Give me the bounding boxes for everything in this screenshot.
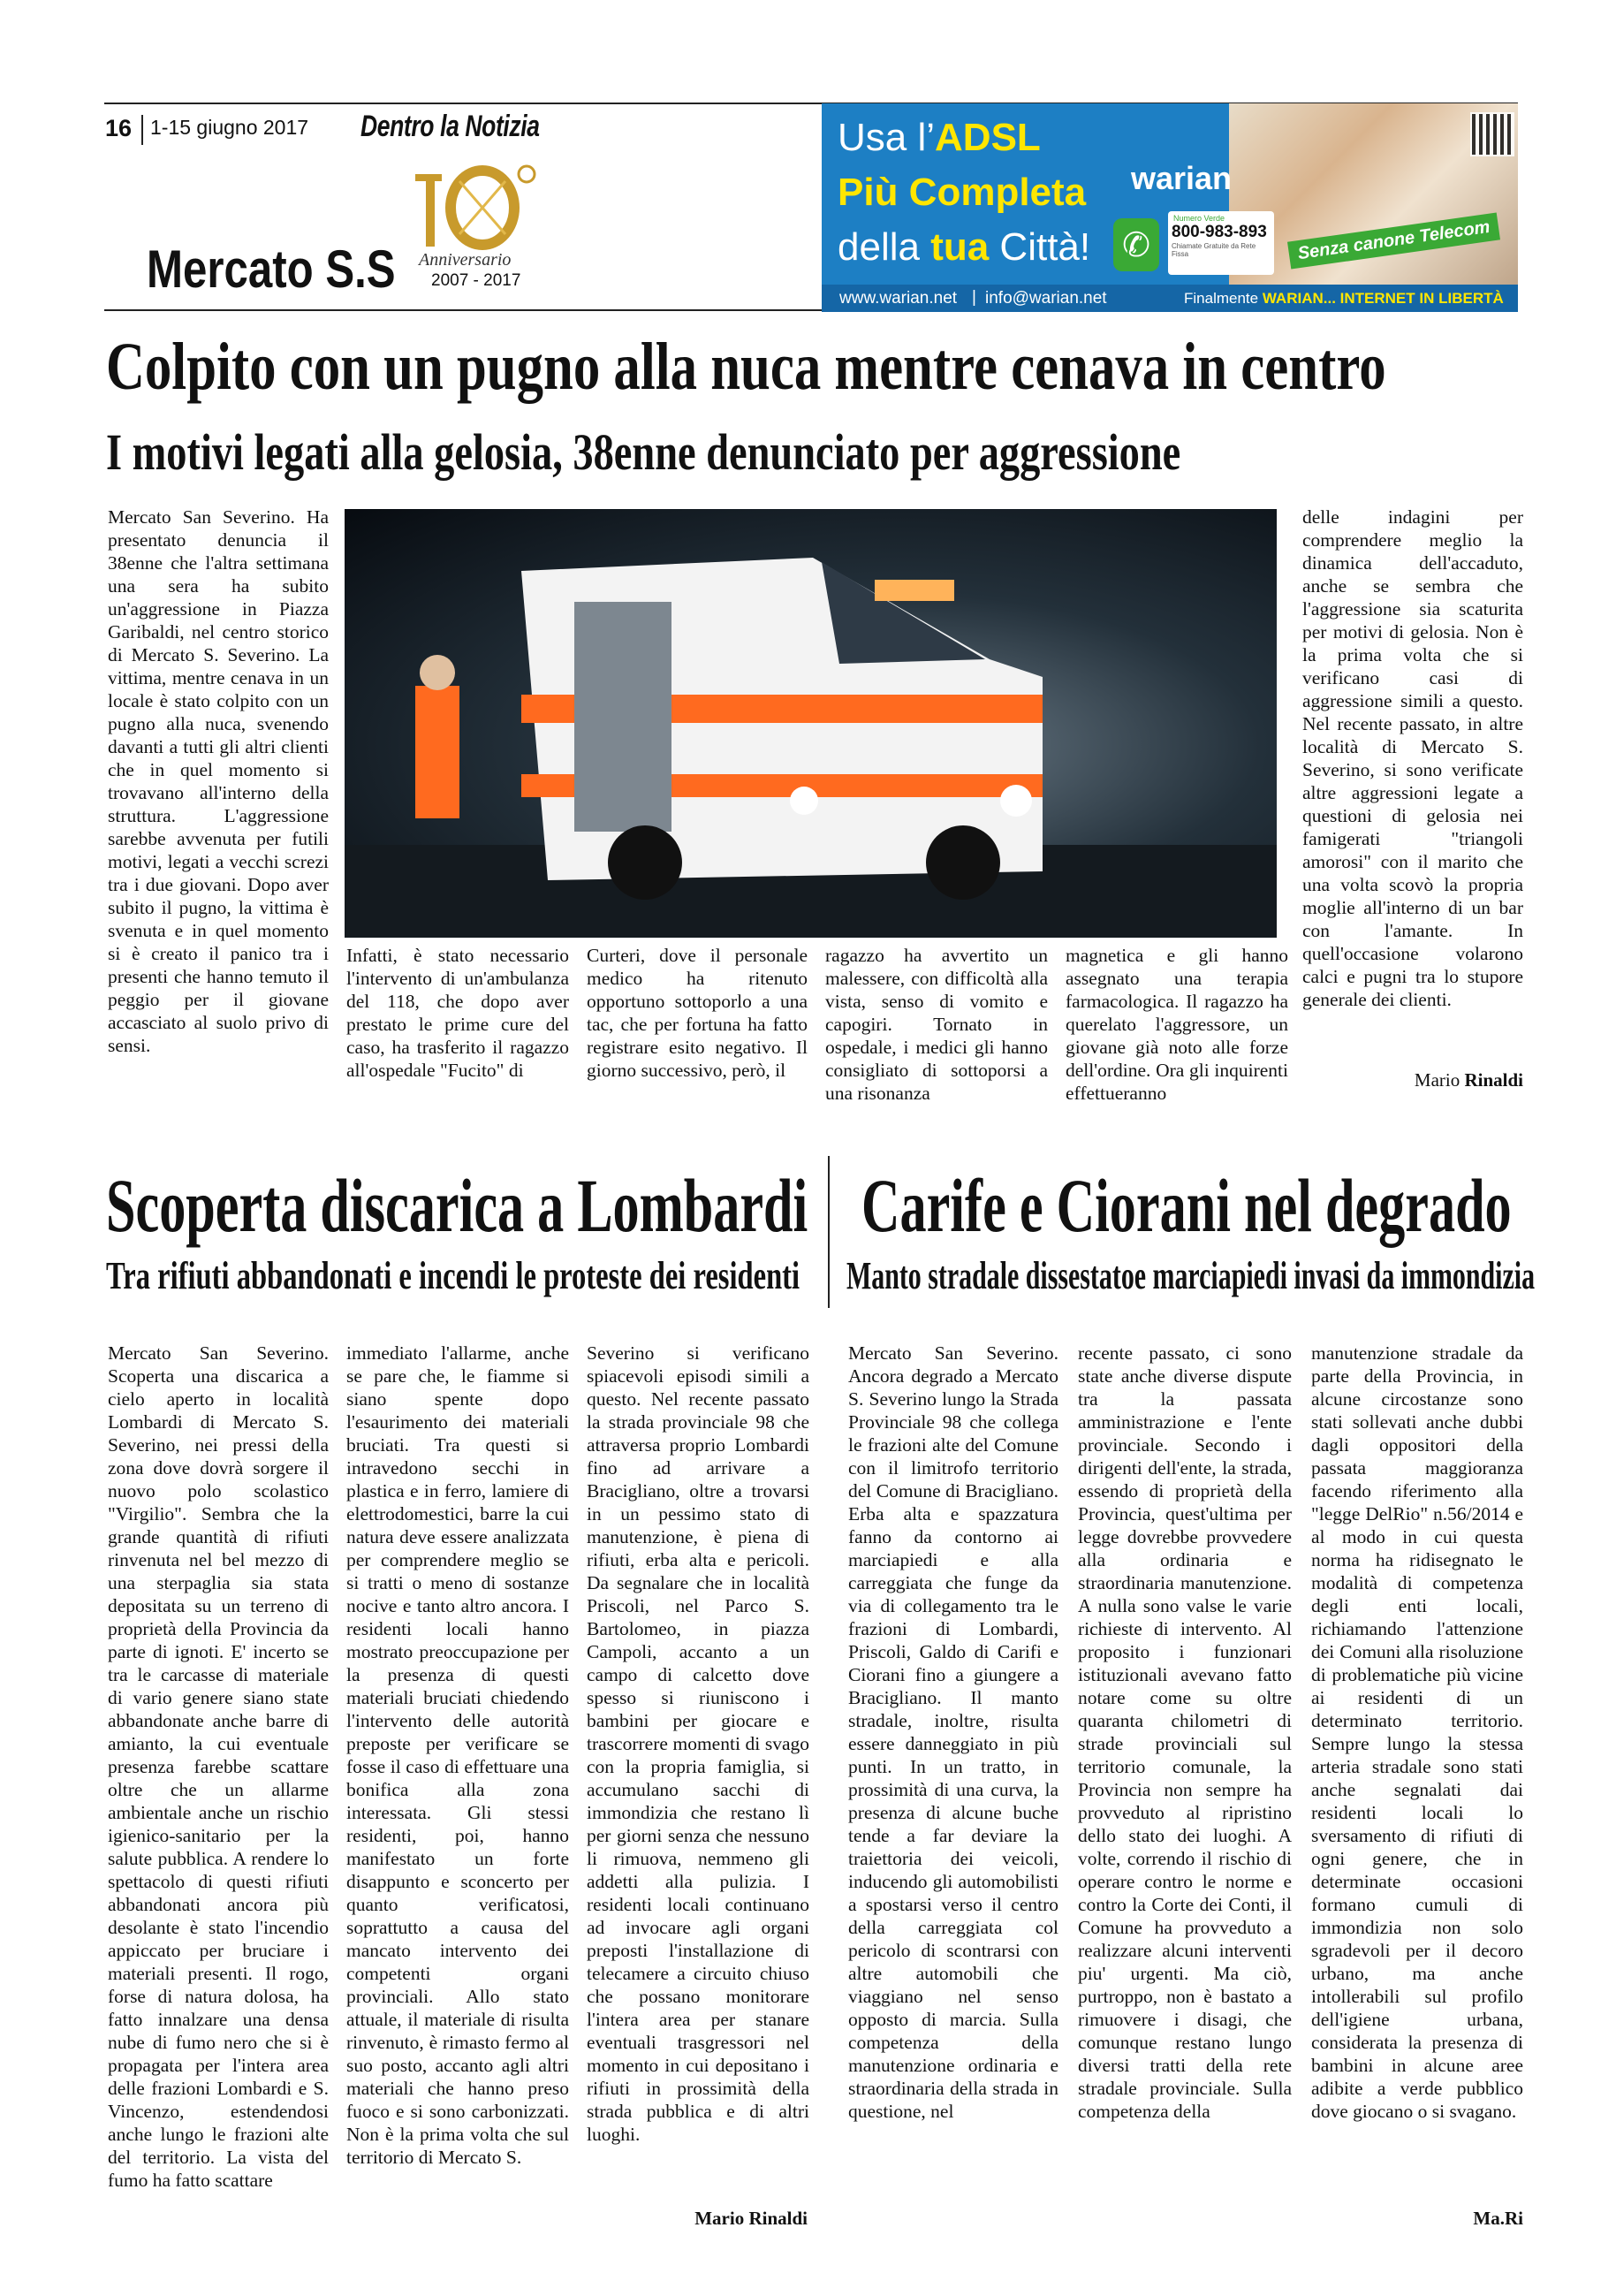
advert-line-3: della tua Città! [838, 225, 1091, 269]
article2-col3: Severino si verificano spiacevoli episodi simili a questo. Nel recente passato la strada provinciale 98 che attraversa proprio Lombardi fino ad arrivare a Bracigliano, oltre a trovarsi in un pessimo stato di manutenzione, è piena di rifiuti, erba alta e pericoli. Da segnalare che in località Priscoli, nel Parco S. Bartolomeo, in piazza Campoli, accanto a un campo di calcetto dove spesso si riuniscono i bambini per giocare e trascorrere momenti di svago con la propria famiglia, si accumulano sacchi di immondizia che restano lì per giorni senza che nessuno li rimuova, nemmeno gli addetti alla pulizia. I residenti locali continuano ad invocare agli organi preposti l'installazione di telecamere a circuito chiuso che possano monitorare l'intera area per stanare eventuali trasgressori nel momento in cui depositano i rifiuti in prossimità della strada pubblica e di altri luoghi. [587, 1342, 809, 2145]
article1-col2: Infatti, è stato necessario l'intervento di un'ambulanza del 118, che dopo aver prestato le prime cure del caso, ha trasferito il ragazzo all'ospedale "Fucito" di [346, 945, 569, 1081]
warian-logo-text: warian [1131, 160, 1233, 196]
no-fee-badge: Senza canone Telecom [1287, 212, 1500, 269]
article3-col3: manutenzione stradale da parte della Provincia, in alcune circostanze sono stati sollevati anche dubbi dagli oppositori della passata maggioranza facendo riferimento alla "legge DelRio" n.56/2014 e al modo in cui questa norma ha ridisegnato le modalità di competenza degli enti locali, richiamando l'attenzione dei Comuni alla risoluzione di problematiche più vicine ai residenti di un determinato territorio. Sempre lungo la stessa arteria stradale sono stati anche segnalati dai residenti locali lo sversamento di rifiuti di ogni genere, che in determinate occasioni formano cumuli di immondizia non solo sgradevoli per il decoro urbano, ma anche intollerabili sul profilo dell'igiene urbana, considerata la presenza di bambini in alcune aree adibite a verde pubblico dove giocano o si svagano. [1311, 1342, 1523, 2122]
advert-email[interactable]: info@warian.net [985, 289, 1107, 308]
article3-byline: Ma.Ri [1473, 2208, 1523, 2229]
section-title: Mercato S.S [147, 239, 396, 299]
qr-code-icon [1470, 112, 1514, 156]
ambulance-photo [345, 509, 1277, 938]
phone-number: 800-983-893 [1172, 223, 1267, 241]
issue-date: 1-15 giugno 2017 [150, 116, 309, 139]
phone-note: Chiamate Gratuite da Rete Fissa [1172, 242, 1256, 258]
page-number-divider [141, 115, 143, 145]
article3-headline: Carife e Ciorani nel degrado [861, 1163, 1512, 1248]
article2-col2: immediato l'allarme, anche se pare che, le fiamme si siano spente dopo l'esaurimento dei materiali bruciati. Tra questi si intravedono secchi in plastica e in ferro, lamiere di elettrodomestici, barre la cui natura deve essere analizzata per comprendere meglio se si tratti o meno di sostanze nocive e tanto altro ancora. I residenti locali hanno mostrato preoccupazione per la presenza di questi materiali bruciati chiedendo l'intervento delle autorità preposte per verificare se fosse il caso di effettuare una bonifica alla zona interessata. Gli stessi residenti, poi, hanno manifestato un forte disappunto e sconcerto per quanto verificatosi, soprattutto a causa del mancato intervento dei competenti organi provinciali. Allo stato attuale, il materiale di risulta rinvenuto, è rimasto fermo al suo posto, accanto agli altri materiali che hanno preso fuoco e si sono carbonizzati. Non è la prima volta che sul territorio di Mercato S. [346, 1342, 569, 2168]
phone-icon: ✆ [1113, 218, 1159, 271]
article1-subhead: I motivi legati alla gelosia, 38enne denunciato per aggressione [106, 423, 1181, 481]
anniversary-text: Anniversario [419, 250, 512, 270]
article2-byline: Mario Rinaldi [694, 2208, 808, 2229]
article1-col6: delle indagini per comprendere meglio la dinamica dell'accaduto, anche se sembra che l'aggressione sia scaturita per motivi di gelosia. Non è la prima volta che si verificano casi di aggressione simili a questo. Nel recente passato, in altre località di Mercato S. Severino, si sono verificate altre aggressioni legate a questioni di gelosia nei famigerati "triangoli amorosi" con il marito che una volta scovò la propria moglie all'interno di un bar con l'amante. In quell'occasione volarono calci e pugni tra lo stupore generale dei clienti. [1302, 506, 1523, 1010]
advert-footer [822, 285, 1518, 312]
page-number: 16 [105, 115, 133, 141]
anniversary-logo [413, 163, 548, 296]
brand-name: Dentro la Notizia [360, 110, 540, 143]
phone-label: Numero Verde [1173, 214, 1225, 223]
article2-subhead: Tra rifiuti abbandonati e incendi le proteste dei residenti [106, 1254, 800, 1297]
warian-logo [1131, 146, 1263, 209]
advert-website[interactable]: www.warian.net [839, 289, 958, 308]
warian-advert[interactable] [822, 103, 1518, 312]
anniversary-years: 2007 - 2017 [431, 271, 521, 290]
article1-col3: Curteri, dove il personale medico ha ritenuto opportuno sottoporlo a una tac, che per fortuna ha fatto registrare esito negativo. Il giorno successivo, però, il [587, 945, 808, 1081]
phone-box[interactable] [1168, 211, 1274, 275]
advert-separator: | [972, 288, 976, 307]
article3-col1: Mercato San Severino. Ancora degrado a Mercato S. Severino lungo la Strada Provinciale 98 che collega le frazioni alte del Comune con il limitrofo territorio del Comune di Bracigliano. Erba alta e spazzatura fanno da contorno ai marciapiedi e alla carreggiata che funge da via di collegamento tra le frazioni di Lombardi, Priscoli, Galdo di Carifi e Ciorani fino a giungere a Bracigliano. Il manto stradale, inoltre, risulta essere danneggiato in più punti. In un tratto, in prossimità di una curva, la presenza di alcune buche tende a far deviare la traiettoria dei veicoli, inducendo gli automobilisti a spostarsi verso il centro della carreggiata col pericolo di scontrarsi con altre automobili che viaggiano nel senso opposto di marcia. Sulla competenza della manutenzione ordinaria e straordinaria della strada in questione, nel [848, 1342, 1058, 2122]
advert-line-1: Usa l’ADSL [838, 116, 1041, 159]
article1-byline: Mario Rinaldi [1414, 1069, 1523, 1091]
article1-col1: Mercato San Severino. Ha presentato denuncia il 38enne che l'altra settimana una sera ha subito un'aggressione in Piazza Garibaldi, nel centro storico di Mercato S. Severino. La vittima, mentre cenava in un locale è stato colpito con un pugno alla nuca, svenendo davanti a tutti gli altri clienti che in quel momento si trovavano all'interno della struttura. L'aggressione sarebbe avvenuta per futili motivi, legati a vecchi screzi tra i due giovani. Dopo aver subito il pugno, la vittima è svenuta e in quel momento si è creato il panico tra i presenti che hanno temuto il peggio per il giovane accasciato al suolo privo di sensi. [108, 506, 329, 1056]
article1-col5: magnetica e gli hanno assegnato una terapia farmacologica. Il ragazzo ha querelato l'aggressore, un giovane già noto alle forze dell'ordine. Ora gli inquirenti effettueranno [1066, 945, 1288, 1104]
article3-col2: recente passato, ci sono state anche diverse dispute tra la passata amministrazione e l'ente provinciale. Secondo i dirigenti dell'ente, la strada, essendo di proprietà della Provincia, quest'ultima per legge dovrebbe provvedere alla ordinaria e straordinaria manutenzione. A nulla sono valse le varie richieste di intervento. Al proposito i funzionari istituzionali avevano fatto notare come su oltre quaranta chilometri di strade provinciali sul territorio comunale, la Provincia non sempre ha provveduto al ripristino dello stato dei luoghi. A volte, correndo il rischio di operare contro le norme e contro la Corte dei Conti, il Comune ha provveduto a realizzare alcuni interventi piu' urgenti. Ma ciò, purtroppo, non è bastato a rimuovere i disagi, che comunque restano lungo diversi tratti della rete stradale provinciale. Sulla competenza della [1078, 1342, 1292, 2122]
advert-slogan: Finalmente WARIAN... INTERNET IN LIBERTÀ [1184, 290, 1504, 307]
article3-subhead: Manto stradale dissestatoe marciapiedi invasi da immondizia [846, 1254, 1536, 1297]
article2-headline: Scoperta discarica a Lombardi [106, 1163, 808, 1248]
middle-divider [828, 1156, 830, 1308]
ambulance-image [345, 509, 1277, 938]
article1-headline: Colpito con un pugno alla nuca mentre cenava in centro [106, 330, 1386, 404]
advert-line-2: Più Completa [838, 171, 1087, 214]
article1-col4: ragazzo ha avvertito un malessere, con difficoltà alla vista, senso di vomito e capogiri. Tornato in ospedale, i medici gli hanno consigliato di sottoporsi a una risonanza [825, 945, 1048, 1104]
article2-col1: Mercato San Severino. Scoperta una discarica a cielo aperto in località Lombardi di Mercato S. Severino, nei pressi della zona dove dovrà sorgere il nuovo polo scolastico "Virgilio". Sembra che la grande quantità di rifiuti rinvenuta nel bel mezzo di una sterpaglia sia stata depositata su un terreno di proprietà della Provincia da parte di ignoti. E' incerto se tra le carcasse di materiale di vario genere siano state abbandonate anche barre di amianto, la cui eventuale presenza farebbe scattare oltre che un allarme ambientale anche un rischio igienico-sanitario per la salute pubblica. A rendere lo spettacolo di questi rifiuti abbandonati ancora più desolante è stato l'incendio appiccato per bruciare i materiali presenti. Il rogo, forse di natura dolosa, ha fatto innalzare una densa nube di fumo nero che si è propagata per l'intera area delle frazioni Lombardi e S. Vincenzo, estendendosi anche lungo le frazioni alte del territorio. La vista del fumo ha fatto scattare [108, 1342, 329, 2191]
